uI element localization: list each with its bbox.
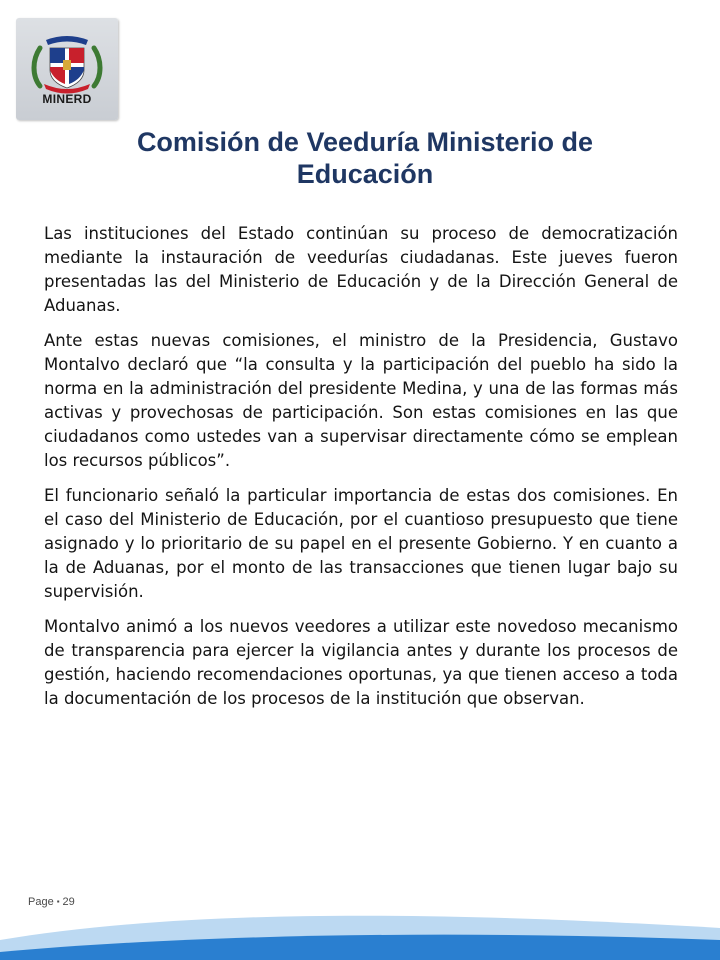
paragraph-1: Las instituciones del Estado continúan su proceso de democratización mediante la instauración de veedurías ciudadanas. Este jueves fueron presentadas las del Ministerio de Educación y de la Dirección General de Aduanas.	[44, 224, 678, 315]
bottom-wave-decoration	[0, 900, 720, 960]
footer-separator: ▪	[56, 897, 60, 906]
page-label: Page	[28, 896, 54, 908]
page-number: 29	[62, 896, 75, 908]
minerd-logo	[16, 18, 118, 120]
paragraph-4: Montalvo animó a los nuevos veedores a utilizar este novedoso mecanismo de transparencia para ejercer la vigilancia antes y durante los procesos de gestión, haciendo recomendaciones oportunas, ya que tienen acceso a toda la documentación de los procesos de la institución que observan.	[44, 617, 678, 708]
logo-text: MINERD	[42, 92, 92, 106]
page-title: Comisión de Veeduría Ministerio de Educación	[136, 127, 594, 189]
article-body	[44, 222, 678, 722]
paragraph-2: Ante estas nuevas comisiones, el ministro de la Presidencia, Gustavo Montalvo declaró que “la consulta y la participación del pueblo ha sido la norma en la administración del presidente Medina, y una de las formas más activas y provechosas de participación. Son estas comisiones en las que ciudadanos como ustedes van a supervisar directamente cómo se emplean los recursos públicos”.	[44, 331, 678, 470]
paragraph-3: El funcionario señaló la particular importancia de estas dos comisiones. En el caso del Ministerio de Educación, por el cuantioso presupuesto que tiene asignado y lo prioritario de su papel en el presente Gobierno. Y en cuanto a la de Aduanas, por el monto de las transacciones que tienen lugar bajo su supervisión.	[44, 486, 678, 601]
